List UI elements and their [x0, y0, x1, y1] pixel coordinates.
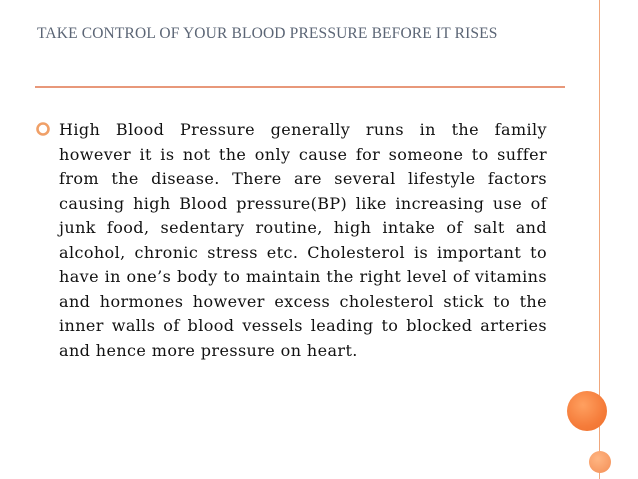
title-divider [35, 86, 565, 88]
circle-bullet-icon [35, 121, 51, 137]
bullet-paragraph: High Blood Pressure generally runs in the family however it is not the only cause for someone to suffer from the disease. There are several lifestyle factors causing high Blood pressure(BP) like increasing use of junk food, sedentary routine, high intake of salt and alcohol, chronic stress etc. Cholesterol is important to have in one’s body to maintain the right level of vitamins and hormones however excess cholesterol stick to the inner walls of blood vessels leading to blocked arteries and hence more pressure on heart. [59, 120, 547, 360]
slide-title: TAKE CONTROL OF YOUR BLOOD PRESSURE BEFORE IT RISES [37, 25, 498, 42]
decorative-orb-large [567, 391, 607, 431]
decorative-orb-small [589, 451, 611, 473]
